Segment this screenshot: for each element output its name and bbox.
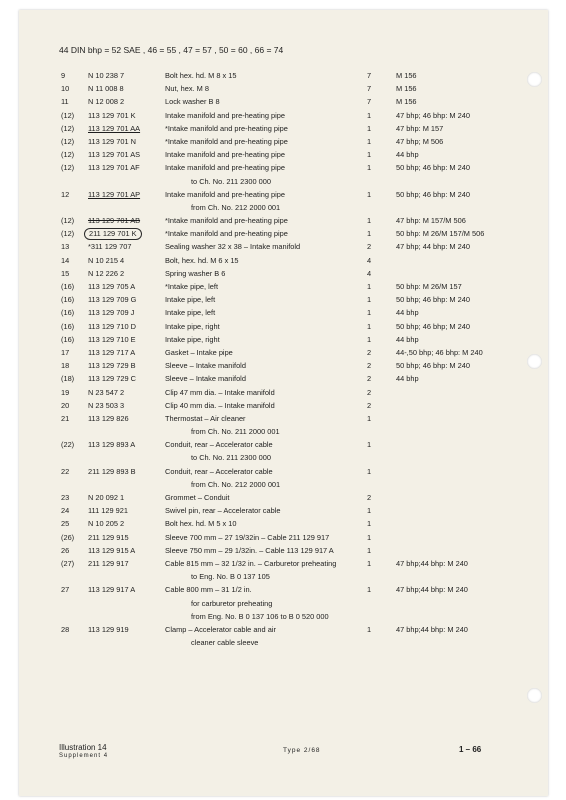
part-number: N 10 215 4	[88, 255, 125, 265]
part-description: from Eng. No. B 0 137 106 to B 0 520 000	[191, 611, 329, 621]
part-description: Clip 40 mm dia. – Intake manifold	[165, 400, 275, 410]
parts-row	[19, 280, 548, 293]
part-description: Conduit, rear – Accelerator cable	[165, 440, 273, 450]
illustration-number: (16)	[61, 334, 75, 344]
parts-row	[19, 82, 548, 95]
illustration-number: (22)	[61, 440, 75, 450]
remark: 44-,50 bhp; 46 bhp: M 240	[396, 347, 483, 357]
illustration-number: (16)	[61, 282, 75, 291]
parts-row	[19, 504, 548, 517]
part-number: 113 129 919	[88, 624, 129, 634]
part-description: Clamp – Accelerator cable and air	[165, 624, 276, 634]
quantity: 2	[367, 347, 372, 357]
quantity: 7	[367, 84, 372, 94]
part-number: 113 129 710 E	[88, 334, 136, 344]
remark: 50 bhp; 46 bhp; M 240	[396, 321, 470, 331]
parts-row	[19, 148, 548, 161]
parts-row	[19, 69, 548, 82]
illustration-number: 27	[61, 585, 70, 595]
illustration-number: 15	[61, 268, 70, 278]
part-number: N 12 226 2	[88, 268, 125, 278]
parts-row	[19, 267, 548, 280]
part-description: Intake pipe, left	[165, 308, 216, 318]
parts-row	[19, 438, 548, 451]
part-description: Cable 815 mm – 32 1/32 in. – Carburetor preheating	[165, 558, 337, 568]
parts-row	[19, 214, 548, 227]
parts-row	[19, 293, 548, 306]
quantity: 2	[367, 361, 372, 371]
quantity: 1	[367, 295, 372, 305]
illustration-number: (12)	[61, 123, 75, 133]
remark: 50 bhp; 46 bhp: M 240	[396, 163, 470, 173]
part-description: from Ch. No. 212 2000 001	[191, 202, 281, 212]
quantity: 1	[367, 334, 372, 344]
part-description: Intake manifold and pre-heating pipe	[165, 150, 285, 160]
part-number: 113 129 705 A	[88, 282, 136, 291]
part-description: Grommet – Conduit	[165, 493, 230, 502]
footer-illustration	[59, 743, 108, 759]
parts-row	[19, 135, 548, 148]
part-number: 211 129 915	[88, 532, 129, 542]
illustration-number: 14	[61, 255, 70, 265]
part-number: 113 129 710 D	[88, 321, 136, 331]
quantity: 2	[367, 242, 372, 252]
quantity: 1	[367, 308, 372, 318]
illustration-number: (18)	[61, 374, 75, 384]
illustration-number: 24	[61, 506, 70, 516]
parts-row	[19, 372, 548, 385]
parts-row	[19, 122, 548, 135]
parts-row	[19, 557, 548, 570]
part-number: 211 129 701 K	[84, 228, 142, 240]
quantity: 2	[367, 400, 372, 410]
part-description: from Ch. No. 211 2000 001	[191, 427, 280, 437]
part-number: 211 129 893 B	[88, 466, 136, 476]
illustration-number: (27)	[61, 558, 75, 568]
part-number: 113 129 701 K	[88, 110, 136, 120]
illustration-number: 12	[61, 189, 70, 199]
quantity: 7	[367, 97, 372, 107]
illustration-number: (12)	[61, 150, 75, 160]
part-number: 113 129 917 A	[88, 585, 136, 595]
illustration-number: (26)	[61, 532, 75, 542]
remark: 50 bhp: M 26/M 157/M 506	[396, 229, 485, 239]
remark: 47 bhp; 44 bhp: M 240	[396, 242, 470, 252]
part-description: Intake pipe, right	[165, 321, 220, 331]
parts-row	[19, 254, 548, 267]
quantity: 1	[367, 624, 372, 634]
part-number: 113 129 709 J	[88, 308, 135, 318]
footer-type: Type 2/68	[283, 747, 321, 754]
part-number: 113 129 826	[88, 413, 129, 423]
part-number: 113 129 729 B	[88, 361, 136, 371]
illustration-number: 26	[61, 545, 70, 555]
part-description: *Intake manifold and pre-heating pipe	[165, 216, 288, 226]
illustration-label: Illustration 14	[59, 743, 107, 752]
illustration-number: (16)	[61, 321, 75, 331]
illustration-number: (12)	[61, 136, 75, 146]
part-description: *Intake manifold and pre-heating pipe	[165, 229, 288, 239]
part-description: to Ch. No. 211 2300 000	[191, 453, 271, 463]
parts-row	[19, 306, 548, 319]
parts-row	[19, 491, 548, 504]
illustration-number: 17	[61, 347, 70, 357]
illustration-number: (12)	[61, 229, 75, 239]
quantity: 2	[367, 374, 372, 384]
part-description: Bolt hex. hd. M 5 x 10	[165, 519, 237, 529]
quantity: 1	[367, 110, 372, 120]
part-description: Sleeve 700 mm – 27 19/32in – Cable 211 129 917	[165, 532, 330, 542]
remark: 44 bhp	[396, 374, 419, 384]
parts-row	[19, 531, 548, 544]
parts-continuation-row	[19, 636, 548, 649]
part-number: 113 129 701 AB	[88, 216, 141, 226]
parts-row	[19, 399, 548, 412]
remark: 44 bhp	[396, 334, 419, 344]
illustration-number: 28	[61, 624, 70, 634]
parts-row	[19, 95, 548, 108]
part-number: N 10 205 2	[88, 519, 125, 529]
illustration-number: 20	[61, 400, 70, 410]
part-description: to Ch. No. 211 2300 000	[191, 176, 271, 186]
part-number: 113 129 729 C	[88, 374, 136, 384]
part-number: N 20 092 1	[88, 493, 125, 502]
quantity: 1	[367, 163, 372, 173]
part-number: N 23 547 2	[88, 387, 125, 397]
parts-continuation-row	[19, 201, 548, 214]
part-number: N 23 503 3	[88, 400, 125, 410]
part-description: *Intake manifold and pre-heating pipe	[165, 136, 288, 146]
illustration-number: (12)	[61, 216, 75, 226]
part-description: Sleeve – Intake manifold	[165, 374, 246, 384]
part-description: Intake manifold and pre-heating pipe	[165, 110, 285, 120]
binder-hole	[527, 688, 542, 703]
remark: 44 bhp	[396, 308, 419, 318]
part-description: for carburetor preheating	[191, 598, 273, 608]
part-description: Gasket – Intake pipe	[165, 347, 233, 357]
parts-row	[19, 412, 548, 425]
quantity: 2	[367, 387, 372, 397]
remark: M 156	[396, 84, 417, 94]
quantity: 1	[367, 466, 372, 476]
part-description: *Intake manifold and pre-heating pipe	[165, 123, 288, 133]
part-number: 111 129 921	[88, 506, 129, 516]
parts-row	[19, 109, 548, 122]
quantity: 4	[367, 268, 372, 278]
quantity: 1	[367, 532, 372, 542]
part-description: Intake manifold and pre-heating pipe	[165, 163, 285, 173]
part-description: Lock washer B 8	[165, 97, 220, 107]
parts-row	[19, 517, 548, 530]
quantity: 4	[367, 255, 372, 265]
remark: 47 bhp: M 157	[396, 123, 444, 133]
part-description: Intake pipe, left	[165, 295, 216, 305]
page-number: 1 – 66	[459, 745, 482, 754]
part-description: Intake manifold and pre-heating pipe	[165, 189, 285, 199]
quantity: 1	[367, 545, 372, 555]
parts-row	[19, 583, 548, 596]
part-description: Conduit, rear – Accelerator cable	[165, 466, 273, 476]
part-description: Cable 800 mm – 31 1/2 in.	[165, 585, 252, 595]
remark: 44 bhp	[396, 150, 419, 160]
remark: 47 bhp;44 bhp: M 240	[396, 558, 468, 568]
part-number: N 12 008 2	[88, 97, 125, 107]
parts-row	[19, 161, 548, 174]
quantity: 1	[367, 585, 372, 595]
part-number: 113 129 893 A	[88, 440, 136, 450]
parts-row	[19, 333, 548, 346]
part-description: *Intake pipe, left	[165, 282, 219, 291]
illustration-number: (16)	[61, 308, 75, 318]
illustration-number: 22	[61, 466, 70, 476]
part-description: Thermostat – Air cleaner	[165, 413, 246, 423]
part-number: 113 129 915 A	[88, 545, 136, 555]
parts-row	[19, 359, 548, 372]
part-description: Clip 47 mm dia. – Intake manifold	[165, 387, 275, 397]
header-conversion-note: 44 DIN bhp = 52 SAE , 46 = 55 , 47 = 57 , 50 = 60 , 66 = 74	[59, 45, 284, 55]
part-description: Bolt, hex. hd. M 6 x 15	[165, 255, 239, 265]
remark: M 156	[396, 97, 417, 107]
parts-continuation-row	[19, 451, 548, 464]
part-number: 113 129 701 AA	[88, 123, 141, 133]
part-description: Sleeve – Intake manifold	[165, 361, 246, 371]
remark: M 156	[396, 71, 417, 80]
quantity: 2	[367, 493, 372, 502]
supplement-label: Supplement 4	[59, 753, 109, 759]
parts-list	[19, 69, 548, 649]
parts-row	[19, 465, 548, 478]
illustration-number: 21	[61, 413, 70, 423]
parts-row	[19, 320, 548, 333]
part-description: Nut, hex. M 8	[165, 84, 209, 94]
quantity: 1	[367, 282, 372, 291]
quantity: 1	[367, 123, 372, 133]
part-description: Intake pipe, right	[165, 334, 220, 344]
remark: 50 bhp; 46 bhp: M 240	[396, 189, 470, 199]
part-description: Swivel pin, rear – Accelerator cable	[165, 506, 281, 516]
quantity: 7	[367, 71, 372, 80]
part-number: N 11 008 8	[88, 84, 124, 94]
remark: 47 bhp: M 157/M 506	[396, 216, 466, 226]
remark: 50 bhp; 46 bhp: M 240	[396, 295, 470, 305]
quantity: 1	[367, 558, 372, 568]
quantity: 1	[367, 136, 372, 146]
quantity: 1	[367, 150, 372, 160]
parts-row	[19, 386, 548, 399]
illustration-number: 9	[61, 71, 66, 80]
illustration-number: 11	[61, 97, 69, 107]
remark: 47 bhp;44 bhp: M 240	[396, 585, 468, 595]
illustration-number: 18	[61, 361, 70, 371]
part-number: 113 129 701 N	[88, 136, 136, 146]
part-number: *311 129 707	[88, 242, 132, 252]
part-number: 113 129 717 A	[88, 347, 136, 357]
quantity: 1	[367, 413, 372, 423]
parts-continuation-row	[19, 610, 548, 623]
illustration-number: (16)	[61, 295, 75, 305]
parts-row	[19, 227, 548, 240]
illustration-number: 10	[61, 84, 70, 94]
parts-row	[19, 188, 548, 201]
illustration-number: 13	[61, 242, 70, 252]
part-number: 113 129 701 AF	[88, 163, 140, 173]
quantity: 1	[367, 519, 372, 529]
part-description: Sealing washer 32 x 38 – Intake manifold	[165, 242, 301, 252]
part-description: Spring washer B 6	[165, 268, 226, 278]
illustration-number: (12)	[61, 110, 75, 120]
parts-continuation-row	[19, 570, 548, 583]
remark: 47 bhp;44 bhp: M 240	[396, 624, 468, 634]
parts-row	[19, 346, 548, 359]
remark: 47 bhp; 46 bhp: M 240	[396, 110, 470, 120]
quantity: 1	[367, 229, 372, 239]
quantity: 1	[367, 189, 372, 199]
part-number: 113 129 701 AP	[88, 189, 141, 199]
illustration-number: 19	[61, 387, 70, 397]
parts-continuation-row	[19, 425, 548, 438]
catalog-page	[19, 10, 548, 796]
part-number: 113 129 709 G	[88, 295, 137, 305]
illustration-number: (12)	[61, 163, 75, 173]
illustration-number: 25	[61, 519, 70, 529]
parts-row	[19, 544, 548, 557]
part-description: Bolt hex. hd. M 8 x 15	[165, 71, 237, 80]
part-number: N 10 238 7	[88, 71, 125, 80]
part-description: from Ch. No. 212 2000 001	[191, 479, 281, 489]
quantity: 1	[367, 321, 372, 331]
parts-row	[19, 623, 548, 636]
parts-row	[19, 240, 548, 253]
parts-continuation-row	[19, 175, 548, 188]
parts-continuation-row	[19, 597, 548, 610]
remark: 50 bhp: M 26/M 157	[396, 282, 462, 291]
illustration-number: 23	[61, 493, 70, 502]
remark: 47 bhp; M 506	[396, 136, 444, 146]
part-number: 113 129 701 AS	[88, 150, 141, 160]
quantity: 1	[367, 506, 372, 516]
part-description: Sleeve 750 mm – 29 1/32in. – Cable 113 129 917 A	[165, 545, 334, 555]
part-number: 211 129 917	[88, 558, 129, 568]
parts-continuation-row	[19, 478, 548, 491]
remark: 50 bhp; 46 bhp: M 240	[396, 361, 470, 371]
quantity: 1	[367, 440, 372, 450]
part-description: to Eng. No. B 0 137 105	[191, 572, 270, 582]
part-description: cleaner cable sleeve	[191, 638, 259, 648]
quantity: 1	[367, 216, 372, 226]
